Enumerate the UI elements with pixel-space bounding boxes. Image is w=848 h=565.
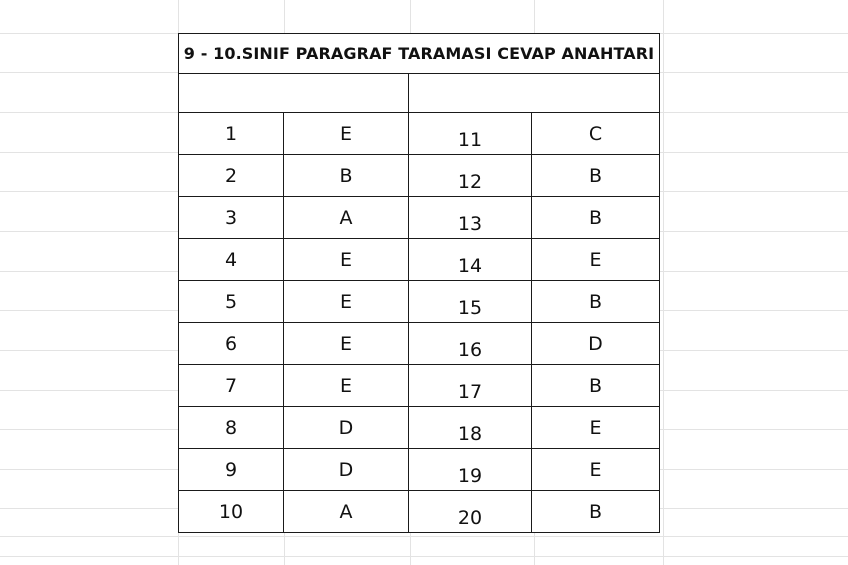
question-number-cell[interactable]: 13: [409, 197, 532, 239]
answer-cell[interactable]: E: [532, 239, 660, 281]
table-row: [179, 281, 660, 323]
gridline: [0, 556, 848, 557]
answer-cell[interactable]: E: [284, 281, 409, 323]
answer-key-table: [178, 33, 660, 533]
answer-cell[interactable]: E: [532, 449, 660, 491]
question-number-cell[interactable]: 18: [409, 407, 532, 449]
answer-cell[interactable]: E: [532, 407, 660, 449]
table-row: [179, 407, 660, 449]
table-row: [179, 365, 660, 407]
question-number-cell[interactable]: 6: [179, 323, 284, 365]
answer-cell[interactable]: E: [284, 239, 409, 281]
question-number-cell[interactable]: 14: [409, 239, 532, 281]
answer-cell[interactable]: D: [532, 323, 660, 365]
title-row: [179, 34, 660, 74]
question-number-cell[interactable]: 17: [409, 365, 532, 407]
answer-cell[interactable]: A: [284, 197, 409, 239]
table-row: [179, 239, 660, 281]
table-row: [179, 113, 660, 155]
table-row: [179, 491, 660, 533]
answer-cell[interactable]: D: [284, 407, 409, 449]
question-number-cell[interactable]: 10: [179, 491, 284, 533]
answer-cell[interactable]: E: [284, 323, 409, 365]
answer-cell[interactable]: B: [532, 281, 660, 323]
blank-row: [179, 74, 660, 113]
question-number-cell[interactable]: 20: [409, 491, 532, 533]
table-row: [179, 323, 660, 365]
answer-cell[interactable]: D: [284, 449, 409, 491]
question-number-cell[interactable]: 15: [409, 281, 532, 323]
answer-cell[interactable]: B: [532, 491, 660, 533]
gridline: [663, 0, 664, 565]
table-row: [179, 197, 660, 239]
question-number-cell[interactable]: 19: [409, 449, 532, 491]
question-number-cell[interactable]: 4: [179, 239, 284, 281]
answer-cell[interactable]: B: [532, 197, 660, 239]
question-number-cell[interactable]: 11: [409, 113, 532, 155]
answer-cell[interactable]: A: [284, 491, 409, 533]
question-number-cell[interactable]: 5: [179, 281, 284, 323]
question-number-cell[interactable]: 9: [179, 449, 284, 491]
question-number-cell[interactable]: 8: [179, 407, 284, 449]
blank-cell-right[interactable]: [409, 74, 660, 113]
blank-cell-left[interactable]: [179, 74, 409, 113]
question-number-cell[interactable]: 16: [409, 323, 532, 365]
table-row: [179, 155, 660, 197]
answer-cell[interactable]: C: [532, 113, 660, 155]
answer-cell[interactable]: B: [532, 155, 660, 197]
gridline: [0, 536, 848, 537]
answer-cell[interactable]: B: [284, 155, 409, 197]
question-number-cell[interactable]: 3: [179, 197, 284, 239]
answer-cell[interactable]: E: [284, 365, 409, 407]
answer-cell[interactable]: B: [532, 365, 660, 407]
question-number-cell[interactable]: 12: [409, 155, 532, 197]
question-number-cell[interactable]: 2: [179, 155, 284, 197]
question-number-cell[interactable]: 7: [179, 365, 284, 407]
answer-cell[interactable]: E: [284, 113, 409, 155]
answer-key-title[interactable]: 9 - 10.SINIF PARAGRAF TARAMASI CEVAP ANAHTARI: [179, 34, 660, 74]
table-row: [179, 449, 660, 491]
question-number-cell[interactable]: 1: [179, 113, 284, 155]
